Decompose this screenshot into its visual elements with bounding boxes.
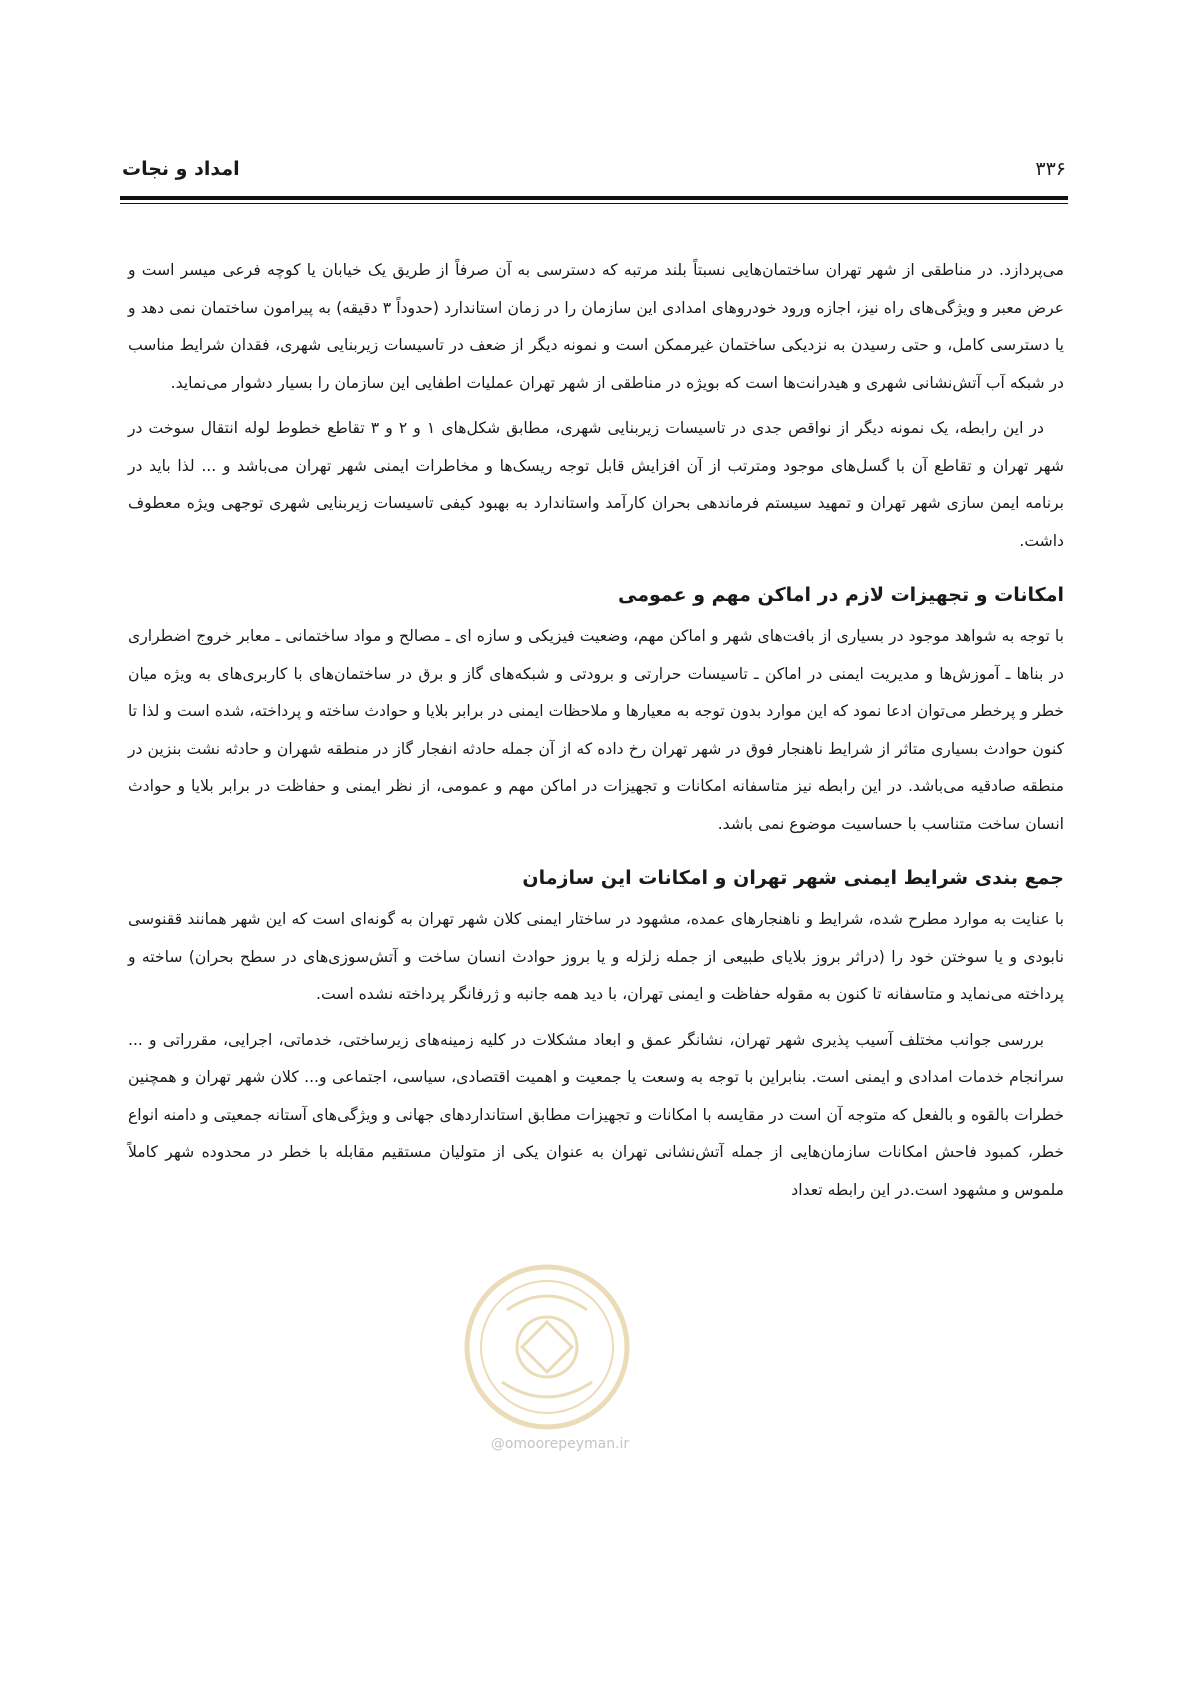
page-body (128, 252, 1064, 1209)
paragraph-1: می‌پردازد. در مناطقی از شهر تهران ساختمان‌هایی نسبتاً بلند مرتبه که دسترسی به آن صرفاً از طریق یک خیابان یا کوچه فرعی میسر است و عرض معبر و ویژگی‌های راه نیز، اجازه ورود خودروهای امدادی این سازمان را در زمان استاندارد (حدوداً ۳ دقیقه) به پیرامون ساختمان نمی دهد و یا دسترسی کامل، و حتی رسیدن به نزدیکی ساختمان غیرممکن است و نمونه دیگر از ضعف در تاسیسات زیربنایی شهری، فقدان شرایط مناسب در شبکه آب آتش‌نشانی شهری و هیدرانت‌ها است که بویژه در مناطقی از شهر تهران عملیات اطفایی این سازمان را بسیار دشوار می‌نماید. (128, 261, 1064, 392)
running-header (122, 158, 1066, 186)
header-rule-thick (120, 196, 1068, 200)
section-heading-facilities: امکانات و تجهیزات لازم در اماکن مهم و عمومی (618, 584, 1064, 606)
page-number: ۳۳۶ (1035, 158, 1066, 180)
header-rule-thin (120, 203, 1068, 204)
watermark-seal-logo (462, 1262, 632, 1432)
header-title: امداد و نجات (122, 158, 240, 180)
paragraph-5: بررسی جوانب مختلف آسیب پذیری شهر تهران، نشانگر عمق و ابعاد مشکلات در کلیه زمینه‌های زیرساختی، خدماتی، اجرایی، مقرراتی و ... سرانجام خدمات امدادی و ایمنی است. بنابراین با توجه به وسعت یا جمعیت و اهمیت اقتصادی، سیاسی، اجتماعی و... کلان شهر تهران و همچنین خطرات بالقوه و بالفعل که متوجه آن است در مقایسه با امکانات و تجهیزات مطابق استانداردهای جهانی و ویژگی‌های آستانه جمعیتی و دامنه انواع خطر، کمبود فاحش امکانات سازمان‌هایی از جمله آتش‌نشانی تهران به عنوان یکی از متولیان مستقیم مقابله با خطر در محدوده شهر کاملاً ملموس و مشهود است.در این رابطه تعداد (128, 1030, 1064, 1199)
paragraph-4: با عنایت به موارد مطرح شده، شرایط و ناهنجارهای عمده، مشهود در ساختار ایمنی کلان شهر تهران به گونه‌ای است که این شهر همانند ققنوسی نابودی و یا سوختن خود را (دراثر بروز بلایای طبیعی از جمله زلزله و یا بروز حوادث انسان ساخت و آتش‌سوزی‌های در سطح بحران) ساخته و پرداخته می‌نماید و متاسفانه تا کنون به مقوله حفاظت و ایمنی تهران، با دید همه جانبه و ژرفانگر پرداخته نشده است. (128, 910, 1064, 1003)
paragraph-3: با توجه به شواهد موجود در بسیاری از بافت‌های شهر و اماکن مهم، وضعیت فیزیکی و سازه ای ـ مصالح و مواد ساختمانی ـ معابر خروج اضطراری در بناها ـ آموزش‌ها و مدیریت ایمنی در اماکن ـ تاسیسات حرارتی و برودتی و شبکه‌های گاز و برق در ساختمان‌های با کاربری‌های به ویژه میان خطر و پرخطر می‌توان ادعا نمود که این موارد بدون توجه به معیارها و ملاحظات ایمنی در برابر بلایا و حوادث ساخته و پرداخته، شده است و لذا تا کنون حوادث بسیاری متاثر از شرایط ناهنجار فوق در شهر تهران رخ داده که از آن جمله حادثه انفجار گاز در منطقه شهران و حادثه نشت بنزین در منطقه صادقیه می‌باشد. در این رابطه نیز متاسفانه امکانات و تجهیزات در اماکن مهم و عمومی، از نظر ایمنی و حفاظت در برابر بلایا و حوادث انسان ساخت متناسب با حساسیت موضوع نمی باشد. (128, 627, 1064, 833)
paragraph-2: در این رابطه، یک نمونه دیگر از نواقص جدی در تاسیسات زیربنایی شهری، مطابق شکل‌های ۱ و ۲ و ۳ تقاطع خطوط لوله انتقال سوخت در شهر تهران و تقاطع آن با گسل‌های موجود ومترتب از آن افزایش قابل توجه ریسک‌ها و مخاطرات ایمنی شهر تهران می‌باشد و ... لذا باید در برنامه ایمن سازی شهر تهران و تمهید سیستم فرماندهی بحران کارآمد واستاندارد به بهبود کیفی تاسیسات زیربنایی شهری توجهی ویژه معطوف داشت. (128, 419, 1064, 550)
watermark-url: @omoorepeyman.ir (490, 1436, 630, 1452)
section-heading-summary: جمع بندی شرایط ایمنی شهر تهران و امکانات این سازمان (522, 867, 1064, 889)
